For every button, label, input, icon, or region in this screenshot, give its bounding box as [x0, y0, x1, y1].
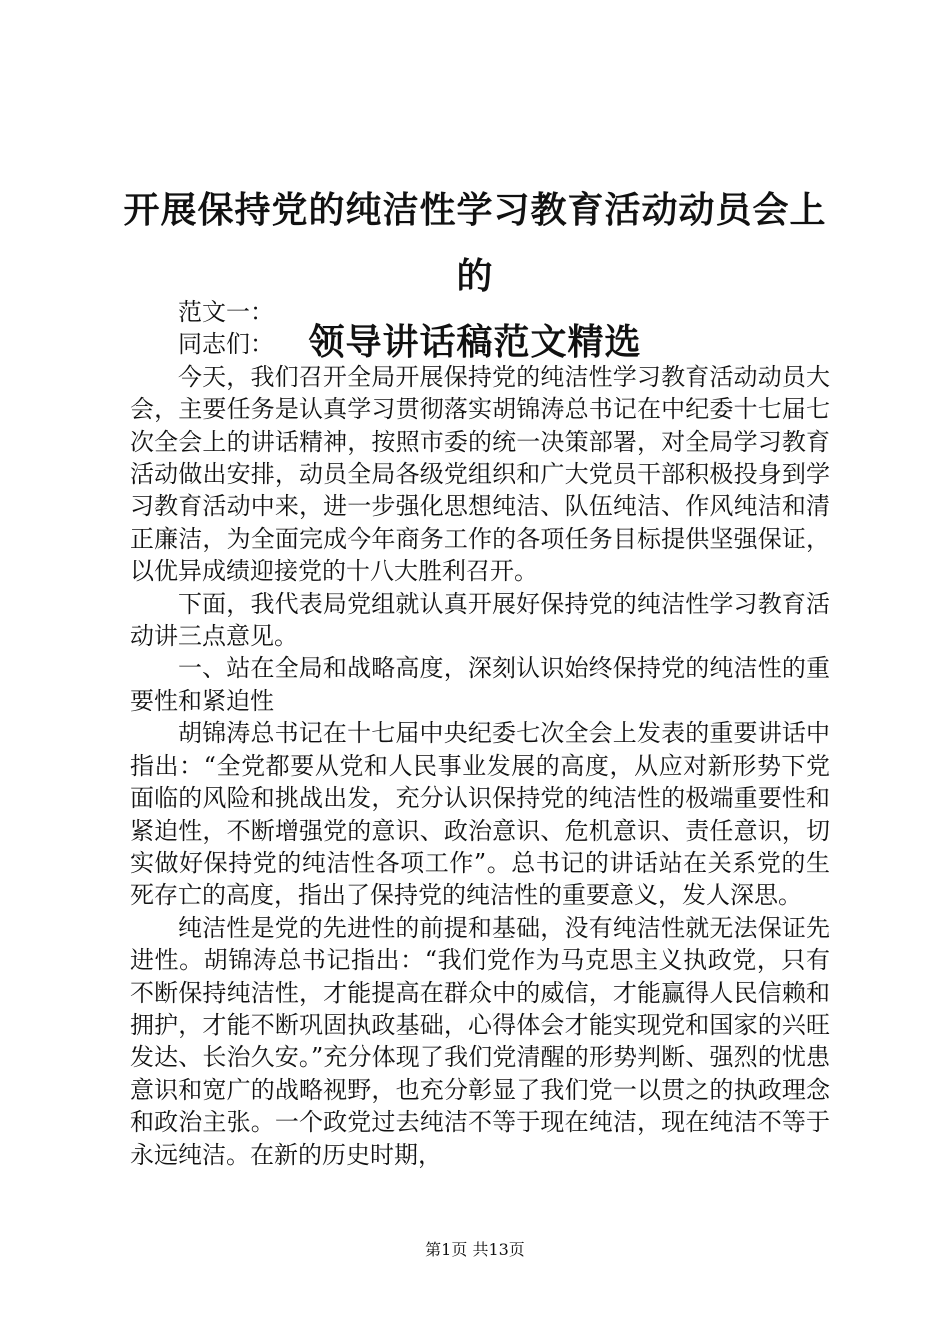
- page-footer: 第1页 共13页: [425, 1240, 525, 1259]
- title-line-2: 领导讲话稿范文精选: [308, 322, 642, 363]
- paragraph-label: 范文一：: [178, 298, 274, 326]
- paragraph: 今天，我们召开全局开展保持党的纯洁性学习教育活动动员大会，主要任务是认真学习贯彻落实胡锦涛总书记在中纪委十七届七次全会上的讲话精神，按照市委的统一决策部署，对全局学习教育活动做出安排，动员全局各级党组织和广大党员干部积极投身到学习教育活动中来，进一步强化思想纯洁、队伍纯洁、作风纯洁和清正廉洁，为全面完成今年商务工作的各项任务目标提供坚强保证，以优异成绩迎接党的十八大胜利召开。: [130, 362, 830, 586]
- paragraph: 纯洁性是党的先进性的前提和基础，没有纯洁性就无法保证先进性。胡锦涛总书记指出：“我们党作为马克思主义执政党，只有不断保持纯洁性，才能提高在群众中的威信，才能赢得人民信赖和拥护，才能不断巩固执政基础，心得体会才能实现党和国家的兴旺发达、长治久安。”充分体现了我们党清醒的形势判断、强烈的忧患意识和宽广的战略视野，也充分彰显了我们党一以贯之的执政理念和政治主张。一个政党过去纯洁不等于现在纯洁，现在纯洁不等于永远纯洁。在新的历史时期，: [130, 913, 830, 1169]
- document-body: [130, 296, 830, 1171]
- paragraph: 胡锦涛总书记在十七届中央纪委七次全会上发表的重要讲话中指出：“全党都要从党和人民事业发展的高度，从应对新形势下党面临的风险和挑战出发，充分认识保持党的纯洁性的极端重要性和紧迫性，不断增强党的意识、政治意识、危机意识、责任意识，切实做好保持党的纯洁性各项工作”。总书记的讲话站在关系党的生死存亡的高度，指出了保持党的纯洁性的重要意义，发人深思。: [130, 719, 830, 910]
- paragraph: 下面，我代表局党组就认真开展好保持党的纯洁性学习教育活动讲三点意见。: [130, 589, 830, 651]
- title-line-1: 开展保持党的纯洁性学习教育活动动员会上的: [123, 190, 827, 297]
- section-heading: 一、站在全局和战略高度，深刻认识始终保持党的纯洁性的重要性和紧迫性: [130, 654, 830, 715]
- paragraph-salutation: 同志们：: [178, 330, 274, 359]
